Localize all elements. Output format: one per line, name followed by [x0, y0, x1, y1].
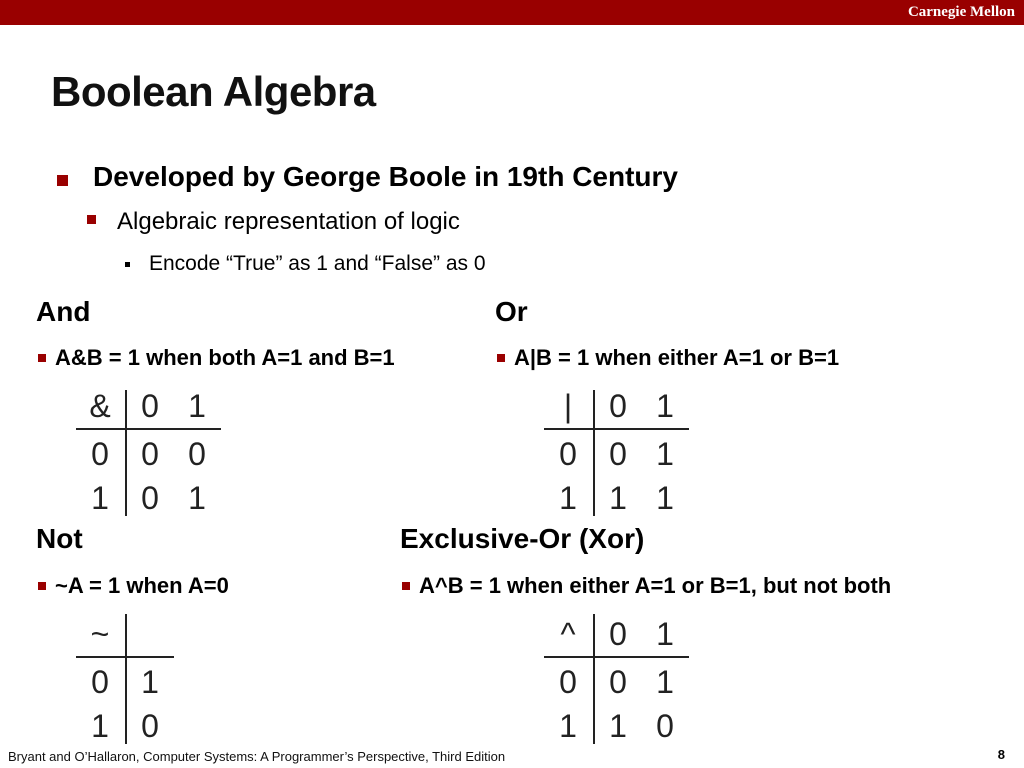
header-bar — [0, 0, 1024, 25]
column-header: 0 — [609, 388, 627, 424]
bullet-level-2 — [117, 208, 460, 236]
row-header: 1 — [559, 480, 577, 516]
square-bullet-icon — [57, 175, 68, 186]
table-cell: 1 — [609, 708, 627, 744]
brand-text: Carnegie Mellon — [907, 4, 1015, 20]
bullet-level-3 — [149, 252, 486, 276]
bullet-text: Algebraic representation of logic — [117, 208, 460, 235]
not-heading: Not — [36, 523, 83, 554]
table-divider-vertical — [125, 614, 127, 744]
table-cell: 1 — [656, 664, 674, 700]
row-header: 1 — [91, 708, 109, 744]
table-cell: 1 — [188, 480, 206, 516]
table-divider-vertical — [593, 390, 595, 516]
slide-title: Boolean Algebra — [51, 68, 376, 115]
column-header: 0 — [141, 388, 159, 424]
table-divider-horizontal — [76, 656, 174, 658]
bullet-text: Developed by George Boole in 19th Century — [93, 161, 679, 192]
and-description — [55, 345, 395, 371]
table-cell: 1 — [609, 480, 627, 516]
row-header: 0 — [91, 664, 109, 700]
square-bullet-icon — [38, 354, 46, 362]
operator-cell: | — [563, 388, 573, 424]
column-header: 0 — [609, 616, 627, 652]
square-bullet-icon — [402, 582, 410, 590]
footer-citation: Bryant and O’Hallaron, Computer Systems: A Programmer’s Perspective, Third Edition — [8, 749, 506, 764]
xor-description — [419, 573, 891, 599]
row-header: 0 — [91, 436, 109, 472]
table-divider-horizontal — [76, 428, 221, 430]
or-description — [514, 345, 839, 371]
row-header: 1 — [91, 480, 109, 516]
square-bullet-icon — [125, 262, 130, 267]
row-header: 1 — [559, 708, 577, 744]
description-text: A&B = 1 when both A=1 and B=1 — [55, 345, 395, 370]
operator-cell: ~ — [90, 616, 110, 652]
row-header: 0 — [559, 664, 577, 700]
table-cell: 0 — [609, 436, 627, 472]
table-divider-vertical — [593, 614, 595, 744]
description-text: ~A = 1 when A=0 — [55, 573, 229, 598]
table-cell: 1 — [656, 480, 674, 516]
description-text: A|B = 1 when either A=1 or B=1 — [514, 345, 840, 370]
operator-cell: ^ — [560, 616, 576, 652]
table-divider-horizontal — [544, 428, 689, 430]
table-cell: 0 — [141, 436, 159, 472]
table-cell: 1 — [656, 436, 674, 472]
column-header: 1 — [188, 388, 206, 424]
table-cell: 0 — [188, 436, 206, 472]
table-cell: 0 — [656, 708, 674, 744]
square-bullet-icon — [38, 582, 46, 590]
square-bullet-icon — [87, 215, 96, 224]
bullet-text: Encode “True” as 1 and “False” as 0 — [149, 252, 486, 275]
table-divider-vertical — [125, 390, 127, 516]
table-cell: 1 — [141, 664, 159, 700]
table-divider-horizontal — [544, 656, 689, 658]
xor-heading: Exclusive-Or (Xor) — [400, 523, 645, 554]
page-number: 8 — [997, 747, 1005, 762]
operator-cell: & — [89, 388, 111, 424]
or-heading: Or — [495, 296, 528, 327]
description-text: A^B = 1 when either A=1 or B=1, but not both — [419, 573, 892, 598]
row-header: 0 — [559, 436, 577, 472]
table-cell: 0 — [141, 480, 159, 516]
table-cell: 0 — [609, 664, 627, 700]
table-cell: 0 — [141, 708, 159, 744]
not-description — [55, 573, 229, 599]
square-bullet-icon — [497, 354, 505, 362]
and-heading: And — [36, 296, 91, 327]
column-header: 1 — [656, 388, 674, 424]
column-header: 1 — [656, 616, 674, 652]
bullet-level-1 — [93, 161, 678, 193]
